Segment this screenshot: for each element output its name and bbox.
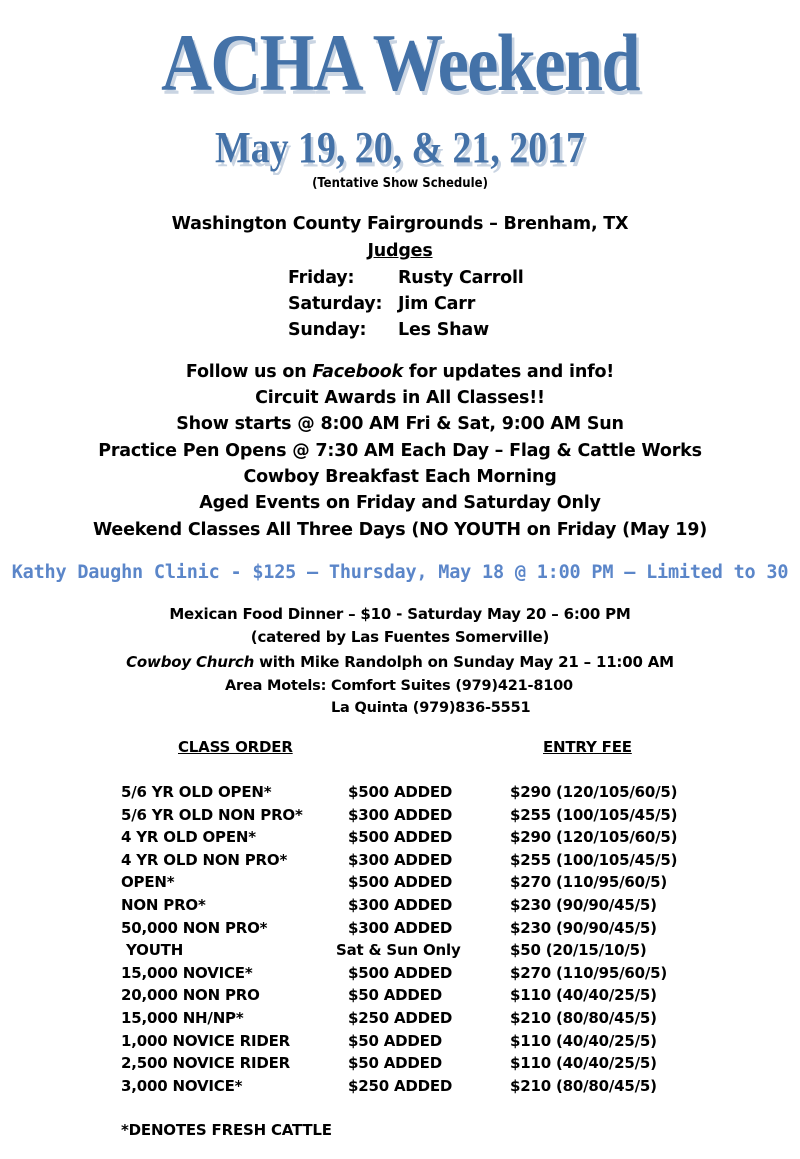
class-name: 3,000 NOVICE*	[121, 1076, 243, 1095]
facebook-pre: Follow us on	[185, 362, 313, 382]
judges-heading: Judges	[367, 241, 433, 261]
class-name: 15,000 NH/NP*	[121, 1009, 244, 1027]
class-added: $500 ADDED	[348, 873, 453, 892]
class-name: OPEN*	[121, 873, 175, 892]
class-name: 4 YR OLD NON PRO*	[121, 850, 288, 869]
class-name: YOUTH	[121, 941, 184, 960]
judge-name: Les Shaw	[398, 320, 489, 340]
class-name: NON PRO*	[121, 896, 206, 914]
class-added: $500 ADDED	[348, 828, 453, 847]
church-rest: with Mike Randolph on Sunday May 21 – 11:00 AM	[254, 653, 674, 671]
class-name: 5/6 YR OLD NON PRO*	[121, 805, 303, 824]
class-fee: $110 (40/40/25/5)	[510, 1031, 657, 1050]
class-added: Sat & Sun Only	[336, 941, 461, 960]
class-fee: $110 (40/40/25/5)	[510, 986, 657, 1005]
judge-day: Friday:	[288, 268, 355, 288]
tentative-note: (Tentative Show Schedule)	[312, 176, 488, 191]
clinic-line: Kathy Daughn Clinic - $125 – Thursday, May 18 @ 1:00 PM – Limited to 30	[11, 562, 789, 583]
class-added: $500 ADDED	[348, 963, 453, 982]
class-name: 2,500 NOVICE RIDER	[121, 1054, 291, 1073]
class-added: $300 ADDED	[348, 850, 453, 869]
dinner-line: Mexican Food Dinner – $10 - Saturday May 20 – 6:00 PM	[169, 605, 631, 623]
class-added: $250 ADDED	[348, 1009, 453, 1027]
class-fee: $255 (100/105/45/5)	[510, 850, 678, 869]
footnote: *DENOTES FRESH CATTLE	[121, 1121, 332, 1139]
venue: Washington County Fairgrounds – Brenham, TX	[171, 214, 629, 234]
church-line	[0, 653, 800, 671]
class-fee: $290 (120/105/60/5)	[510, 783, 678, 801]
church-word: Cowboy Church	[126, 653, 255, 671]
facebook-post: for updates and info!	[403, 362, 615, 382]
info-line: Cowboy Breakfast Each Morning	[243, 466, 557, 487]
class-name: 1,000 NOVICE RIDER	[121, 1031, 291, 1050]
class-added: $250 ADDED	[348, 1076, 453, 1095]
facebook-word: Facebook	[312, 362, 404, 382]
class-added: $300 ADDED	[348, 896, 453, 914]
class-name: 4 YR OLD OPEN*	[121, 828, 256, 847]
class-fee: $110 (40/40/25/5)	[510, 1054, 657, 1073]
caterer-line: (catered by Las Fuentes Somerville)	[250, 628, 550, 646]
class-added: $50 ADDED	[348, 1031, 442, 1050]
class-fee: $210 (80/80/45/5)	[510, 1009, 657, 1027]
entry-fee-header: ENTRY FEE	[543, 738, 632, 756]
judge-day: Sunday:	[288, 320, 367, 340]
class-added: $500 ADDED	[348, 783, 453, 801]
class-fee: $210 (80/80/45/5)	[510, 1076, 657, 1095]
event-title: ACHA Weekend	[161, 17, 639, 108]
class-fee: $230 (90/90/45/5)	[510, 918, 657, 937]
class-name: 20,000 NON PRO	[121, 986, 260, 1005]
info-line: Show starts @ 8:00 AM Fri & Sat, 9:00 AM Sun	[176, 414, 624, 435]
judge-day: Saturday:	[288, 294, 383, 314]
class-fee: $270 (110/95/60/5)	[510, 873, 668, 892]
facebook-line	[0, 362, 800, 382]
motels-line: Area Motels: Comfort Suites (979)421-8100	[225, 678, 573, 694]
info-line: Practice Pen Opens @ 7:30 AM Each Day – Flag & Cattle Works	[98, 440, 702, 461]
judge-name: Rusty Carroll	[398, 268, 524, 288]
class-name: 15,000 NOVICE*	[121, 963, 253, 982]
class-fee: $50 (20/15/10/5)	[510, 941, 647, 960]
info-line: Aged Events on Friday and Saturday Only	[199, 493, 601, 514]
class-name: 5/6 YR OLD OPEN*	[121, 783, 272, 801]
class-fee: $290 (120/105/60/5)	[510, 828, 678, 847]
class-fee: $230 (90/90/45/5)	[510, 896, 657, 914]
class-order-header: CLASS ORDER	[178, 738, 293, 756]
class-fee: $255 (100/105/45/5)	[510, 805, 678, 824]
class-fee: $270 (110/95/60/5)	[510, 963, 668, 982]
class-name: 50,000 NON PRO*	[121, 918, 268, 937]
motels-line-2: La Quinta (979)836-5551	[331, 700, 531, 716]
judge-name: Jim Carr	[398, 294, 476, 314]
class-added: $300 ADDED	[348, 805, 453, 824]
class-added: $50 ADDED	[348, 986, 442, 1005]
info-line: Circuit Awards in All Classes!!	[255, 388, 545, 408]
event-dates: May 19, 20, & 21, 2017	[215, 123, 585, 172]
info-line: Weekend Classes All Three Days (NO YOUTH on Friday (May 19)	[92, 519, 708, 540]
class-added: $300 ADDED	[348, 918, 453, 937]
class-added: $50 ADDED	[348, 1054, 442, 1073]
